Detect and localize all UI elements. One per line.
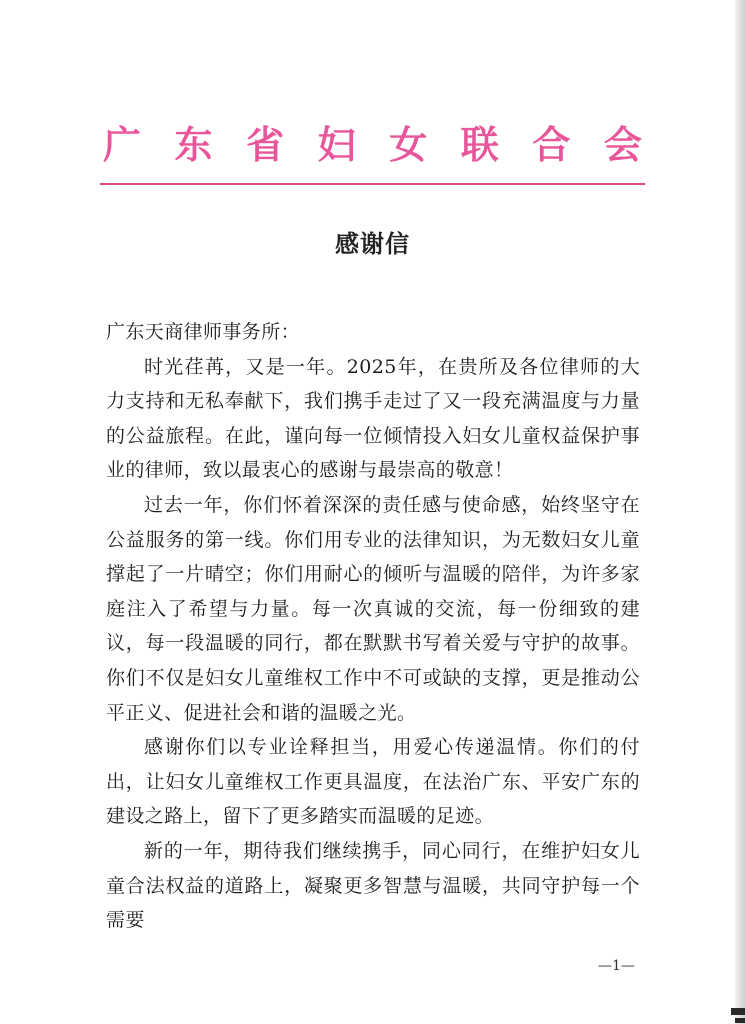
letter-salutation: 广东天商律师事务所：: [106, 321, 301, 343]
scan-edge-mark: [735, 1018, 745, 1023]
letter-paragraph: 时光荏苒，又是一年。2025年，在贵所及各位律师的大力支持和无私奉献下，我们携手走过了又一段充满温度与力量的公益旅程。在此，谨向每一位倾情投入妇女儿童权益保护事业的律师，致以最衷心的感谢与最崇高的敬意！: [106, 355, 640, 482]
letter-paragraph: 感谢你们以专业诠释担当，用爱心传递温情。你们的付出，让妇女儿童维权工作更具温度，在法治广东、平安广东的建设之路上，留下了更多踏实而温暖的足迹。: [106, 736, 640, 828]
letter-body: [106, 315, 640, 938]
scan-page-edge: [735, 0, 745, 1024]
letterhead-char: 广: [102, 122, 141, 167]
letterhead-char: 省: [246, 122, 285, 167]
letterhead-char: 东: [174, 122, 213, 167]
scan-edge-mark: [731, 1008, 745, 1015]
letter-paragraph: 新的一年，期待我们继续携手，同心同行，在维护妇女儿童合法权益的道路上，凝聚更多智慧与温暖，共同守护每一个需要: [106, 839, 640, 932]
letterhead-divider: [100, 183, 645, 185]
letterhead-char: 女: [389, 122, 428, 167]
letter-paragraph: 过去一年，你们怀着深深的责任感与使命感，始终坚守在公益服务的第一线。你们用专业的法律知识，为无数妇女儿童撑起了一片晴空；你们用耐心的倾听与温暖的陪伴，为许多家庭注入了希望与力量。每一次真诚的交流，每一份细致的建议，每一段温暖的同行，都在默默书写着关爱与守护的故事。你们不仅是妇女儿童维权工作中不可或缺的支撑，更是推动公平正义、促进社会和谐的温暖之光。: [106, 493, 640, 724]
letterhead-char: 合: [532, 122, 571, 167]
letterhead-char: 会: [603, 122, 642, 167]
letterhead-char: 妇: [317, 122, 356, 167]
page-number: —1—: [598, 958, 635, 974]
letterhead-organization-name: [100, 122, 645, 167]
letter-title: 感谢信: [335, 229, 410, 258]
letterhead-char: 联: [460, 122, 499, 167]
